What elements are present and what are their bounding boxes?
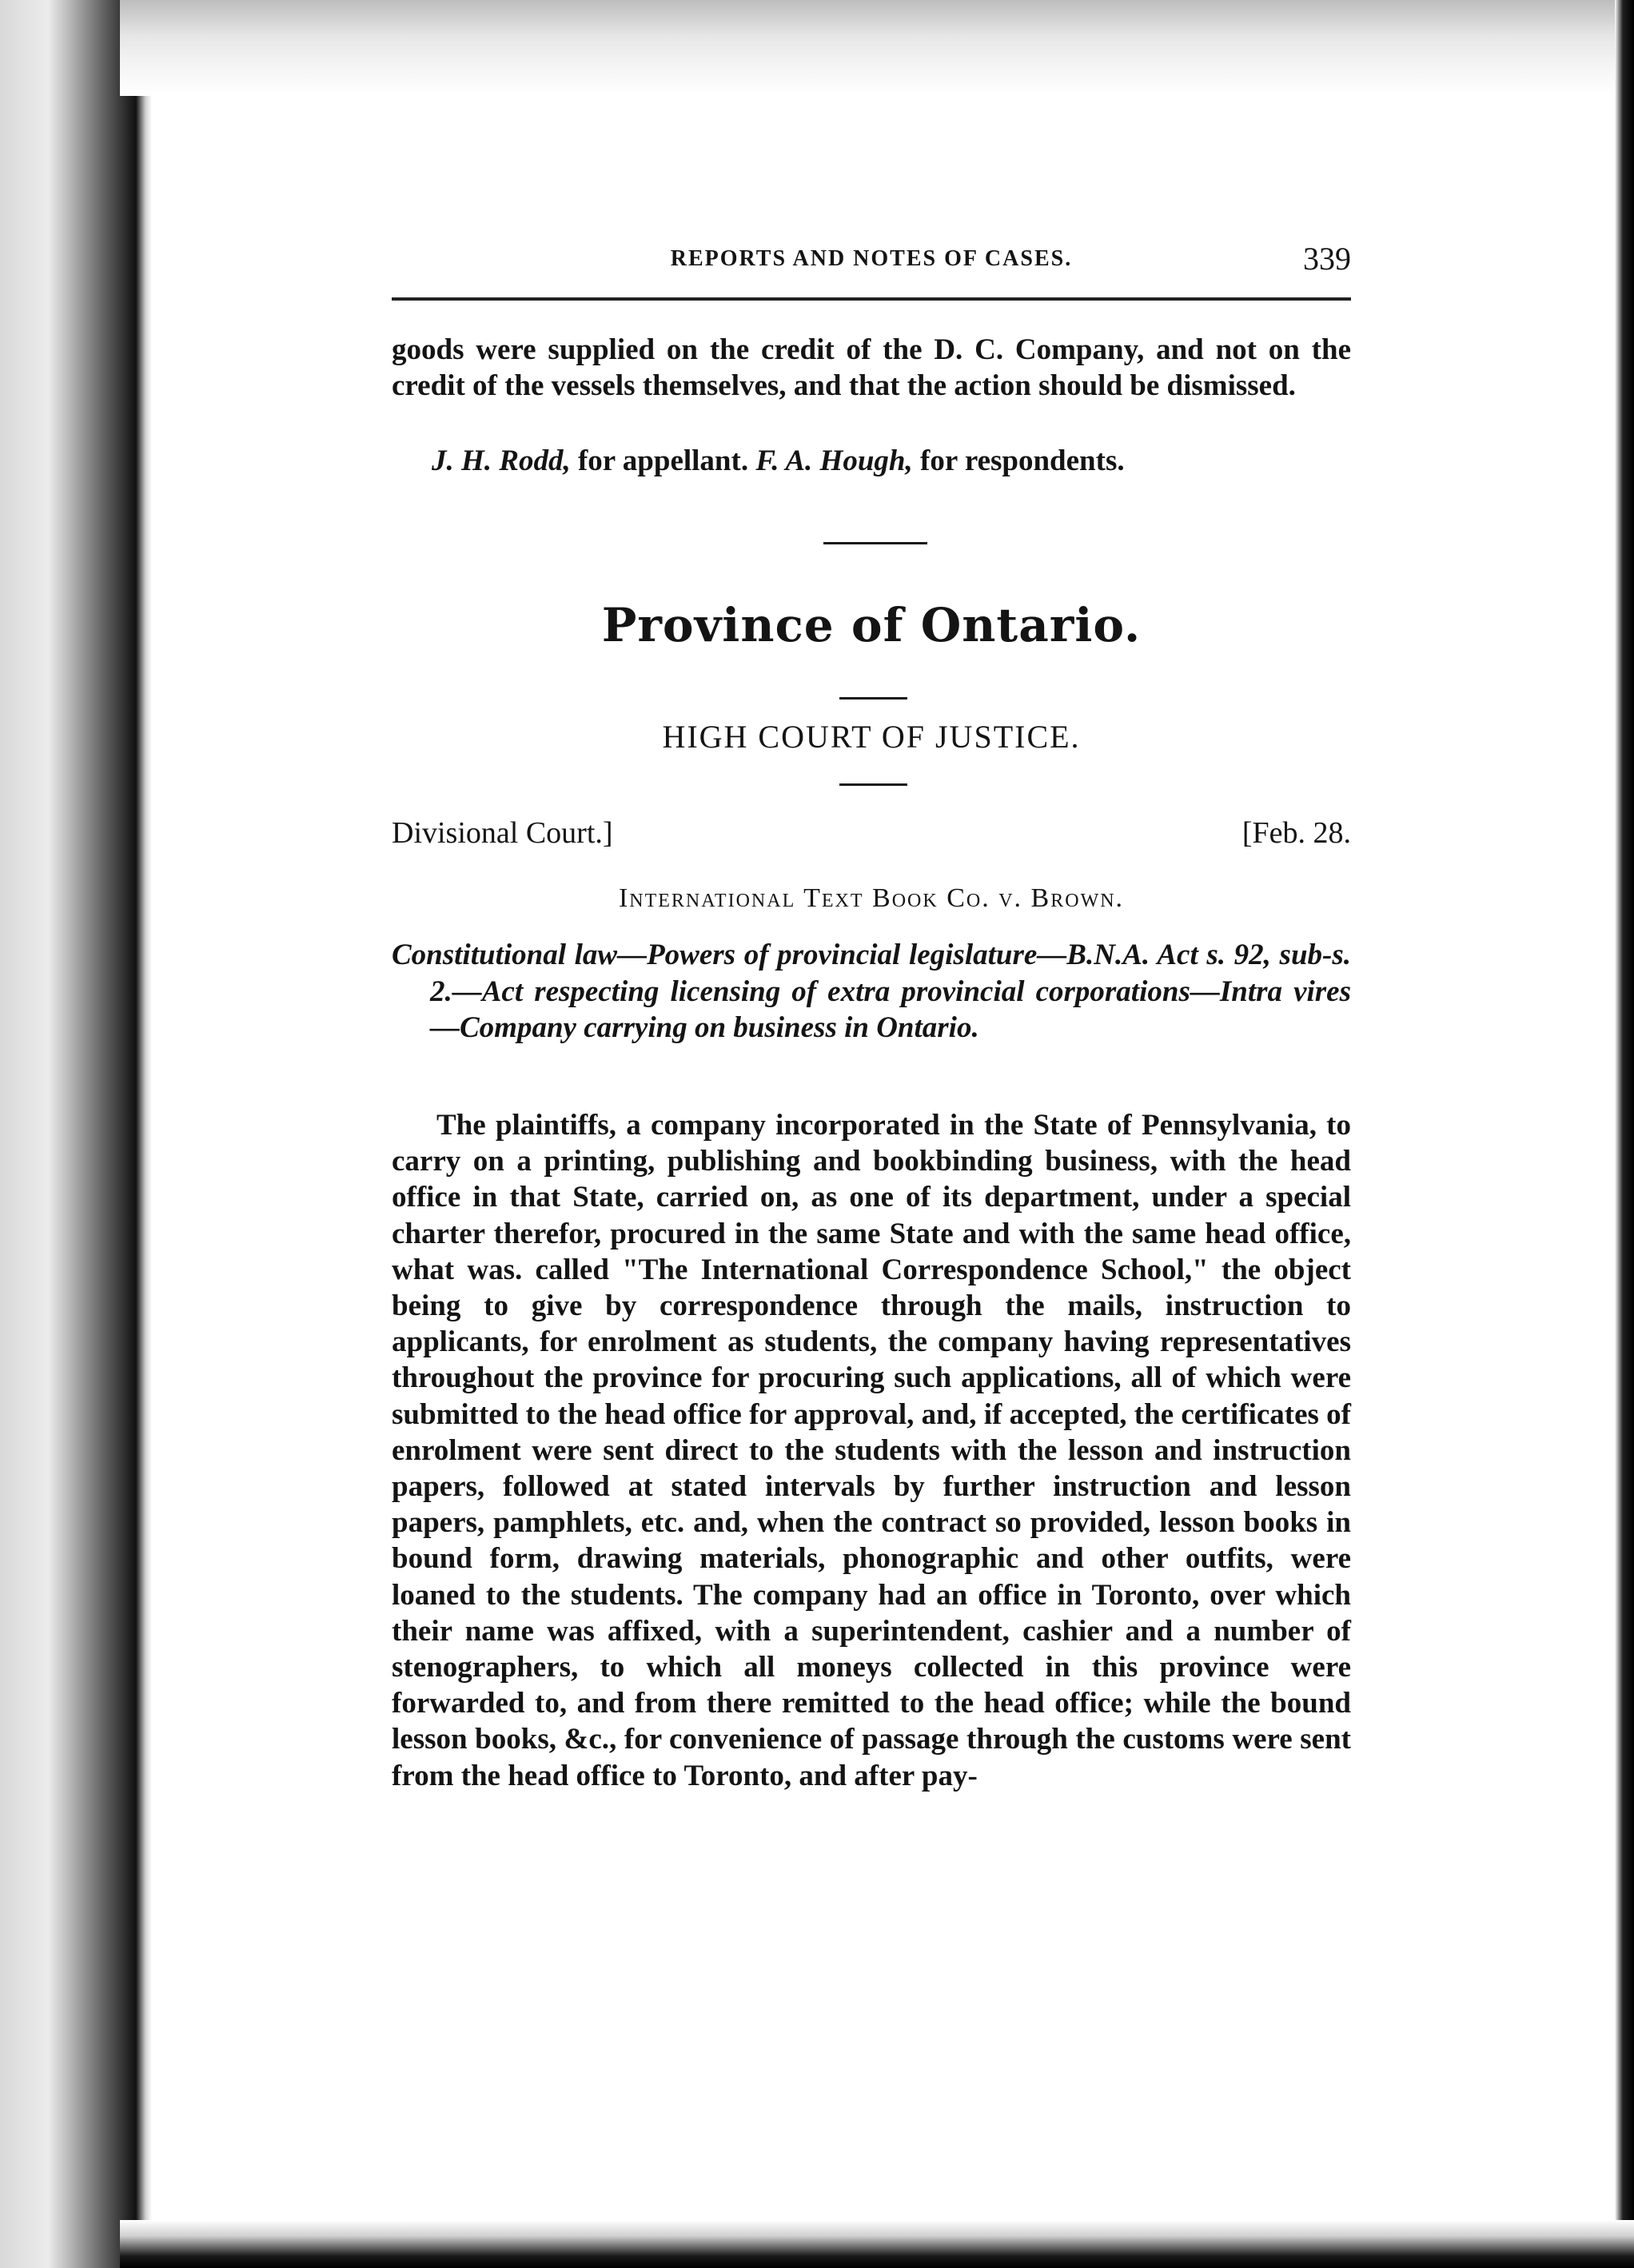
decision-date: [Feb. 28. — [1241, 816, 1351, 850]
court-division: Divisional Court.] — [392, 816, 613, 850]
headnote — [392, 937, 1351, 1046]
running-head — [392, 240, 1351, 288]
heading-divider-bottom — [839, 783, 907, 786]
division-row — [392, 815, 1351, 851]
headnote-text: Constitutional law—Powers of provincial legislature—B.N.A. Act s. 92, sub-s. 2.—Act respecting licensing of extra provincial corporations—Intra vires—Company carrying on business in Ontario. — [392, 939, 1351, 1044]
case-name: International Text Book Co. v. Brown. — [618, 883, 1125, 913]
head-rule — [392, 297, 1351, 301]
respondent-counsel: F. A. Hough, — [755, 444, 913, 477]
heading-divider-top — [839, 697, 907, 700]
continuation-paragraph-text: goods were supplied on the credit of the D. C. Company, and not on the credit of the vessels themselves, and that the action should be dismissed. — [392, 333, 1351, 403]
scan-left-edge — [0, 0, 152, 2268]
scan-top-edge — [120, 0, 1634, 96]
continuation-paragraph — [392, 332, 1351, 404]
scan-bottom-edge — [120, 2220, 1634, 2268]
counsel-line — [432, 444, 1351, 478]
section-divider — [823, 542, 927, 544]
appellant-role: for appellant. — [570, 444, 756, 477]
appellant-counsel: J. H. Rodd, — [432, 444, 571, 477]
scan-right-edge — [1615, 0, 1634, 2268]
running-head-title: REPORTS AND NOTES OF CASES. — [670, 246, 1073, 271]
page-number: 339 — [1303, 241, 1351, 277]
respondent-role: for respondents. — [912, 444, 1125, 477]
province-heading: Province of Ontario. — [601, 598, 1142, 652]
court-heading: HIGH COURT OF JUSTICE. — [662, 719, 1081, 755]
main-paragraph-text: The plaintiffs, a company incorporated in the State of Pennsylvania, to carry on a printing, publishing and bookbinding business, with the head office in that State, carried on, as one of its department, under a special charter therefor, procured in the same State and with the same head office, what was. called "The International Correspondence School," the object being to give by correspondence through the mails, instruction to applicants, for enrolment as students, the company having representatives throughout the province for procuring such applications, all of which were submitted to the head office for approval, and, if accepted, the certificates of enrolment were sent direct to the students with the lesson and instruction papers, followed at stated intervals by further instruction and lesson papers, pamphlets, etc. and, when the contract so provided, lesson books in bound form, drawing materials, phonographic and other outfits, were loaned to the students. The company had an office in Toronto, over which their name was affixed, with a superintendent, cashier and a number of stenographers, to which all moneys collected in this province were forwarded to, and from there remitted to the head office; while the bound lesson books, &c., for convenience of passage through the customs were sent from the head office to Toronto, and after pay- — [392, 1109, 1351, 1792]
main-paragraph — [392, 1107, 1351, 1794]
